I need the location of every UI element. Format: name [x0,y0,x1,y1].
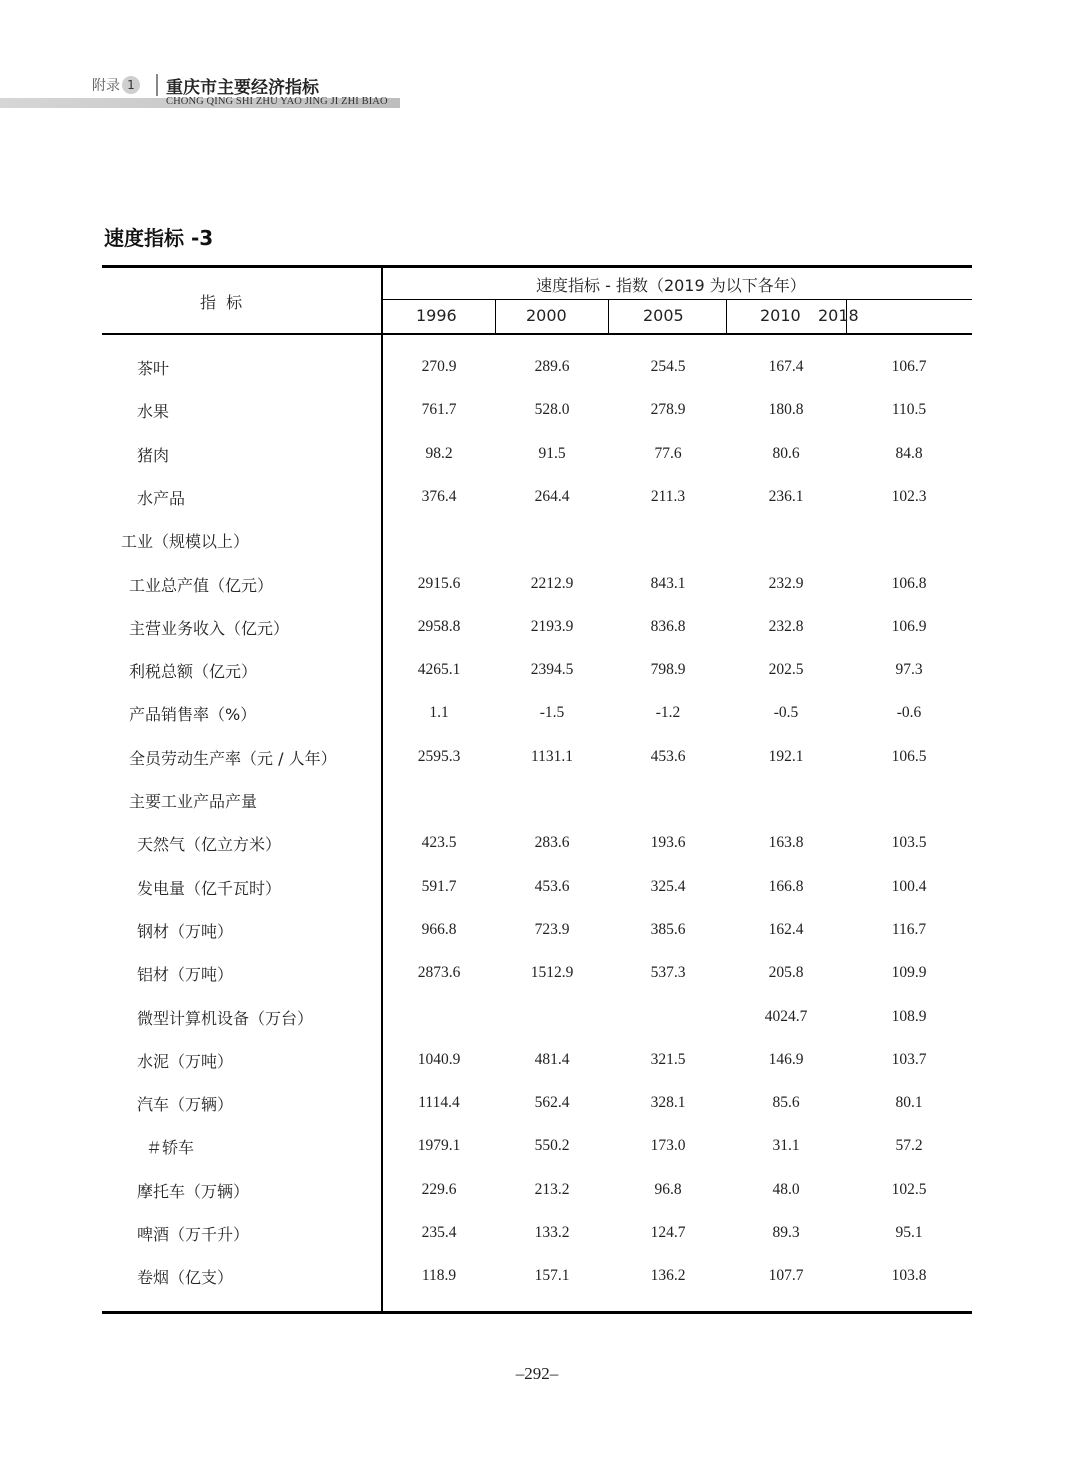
row-value: 110.5 [891,401,927,419]
row-value: 106.5 [891,747,927,765]
row-value: -1.5 [539,704,565,722]
row-label: 汽车（万辆） [137,1095,234,1115]
row-value: 85.6 [772,1094,800,1112]
row-value: 192.1 [768,747,804,765]
row-value: 102.3 [891,487,927,505]
table-row [0,1092,1074,1122]
row-label: 卷烟（亿支） [137,1268,234,1288]
row-value: 48.0 [772,1180,800,1198]
table-row [0,702,1074,732]
table-row [0,832,1074,862]
table-row [0,659,1074,689]
row-value: 562.4 [534,1094,570,1112]
row-value: 205.8 [768,964,804,982]
row-label: 铝材（万吨） [137,965,234,985]
row-value: 229.6 [421,1180,457,1198]
row-value: 173.0 [650,1137,686,1155]
row-value: 236.1 [768,487,804,505]
row-value: 270.9 [421,358,457,375]
row-value: 146.9 [768,1050,804,1068]
page-number: –292– [515,1364,559,1383]
row-value: 325.4 [650,877,686,895]
row-value: 80.1 [895,1094,923,1112]
row-value: 157.1 [534,1267,570,1285]
row-value: 202.5 [768,661,804,679]
row-value: -0.6 [896,704,922,722]
row-value: 95.1 [895,1224,923,1241]
row-label: 啤酒（万千升） [137,1225,250,1244]
row-value: 278.9 [650,401,686,419]
row-value: 1979.1 [417,1137,461,1155]
row-value: 31.1 [772,1137,800,1155]
row-label: 主要工业产品产量 [129,792,258,811]
row-value: 91.5 [538,444,566,462]
table-row [0,962,1074,992]
row-value: 98.2 [425,444,453,462]
row-value: 4024.7 [764,1007,808,1025]
row-value: 843.1 [650,574,686,592]
table-row [0,1135,1074,1165]
row-value: 2212.9 [530,574,574,592]
row-label: 利税总额（亿元） [129,662,258,682]
row-value: 97.3 [895,661,923,679]
row-label: 茶叶 [137,359,170,378]
row-value: 163.8 [768,834,804,852]
header-bottom-rule [102,333,972,335]
row-value: 321.5 [650,1050,686,1068]
row-value: -1.2 [655,704,681,722]
row-value: 107.7 [768,1267,804,1285]
row-label: 水泥（万吨） [137,1051,234,1071]
row-label: 摩托车（万辆） [137,1181,250,1201]
row-value: 453.6 [534,877,570,895]
row-value: 836.8 [650,617,686,635]
row-value: 528.0 [534,401,570,419]
table-row [0,486,1074,516]
row-value: 2915.6 [417,574,461,592]
row-value: 89.3 [772,1224,800,1241]
table-row [0,789,1074,819]
row-value: 118.9 [421,1267,457,1285]
row-value: 2873.6 [417,964,461,982]
row-value: -0.5 [773,704,799,722]
row-label: 猪肉 [137,445,170,465]
row-value: 283.6 [534,834,570,852]
row-value: 167.4 [768,358,804,375]
group-header-rule [382,299,972,300]
row-label: 水果 [137,402,170,422]
appendix-badge [92,74,140,96]
row-value: 162.4 [768,920,804,938]
row-value: 100.4 [891,877,927,895]
row-value: 180.8 [768,401,804,419]
row-label: 发电量（亿千瓦时） [137,878,282,898]
row-value: 385.6 [650,920,686,938]
row-value: 84.8 [895,444,923,462]
section-title: 速度指标 -3 [104,226,214,250]
year-divider [495,299,496,334]
row-value: 2958.8 [417,617,461,635]
year-header: 2005 [643,306,684,325]
row-value: 1512.9 [530,964,574,982]
row-value: 193.6 [650,834,686,852]
row-value: 106.8 [891,574,927,592]
row-value: 166.8 [768,877,804,895]
row-value: 80.6 [772,444,800,462]
table-row [0,919,1074,949]
table-row [0,1179,1074,1209]
table-row [0,529,1074,559]
appendix-badge-label: 附录 [92,78,120,94]
table-row [0,746,1074,776]
row-value: 106.7 [891,358,927,375]
row-label: 钢材（万吨） [137,921,234,941]
table-bottom-rule [102,1311,972,1314]
row-label: ＃轿车 [146,1138,195,1158]
row-value: 761.7 [421,401,457,419]
row-value: 328.1 [650,1094,686,1112]
row-value: 1040.9 [417,1050,461,1068]
row-value: 481.4 [534,1050,570,1068]
row-value: 966.8 [421,920,457,938]
row-value: 798.9 [650,661,686,679]
row-value: 232.8 [768,617,804,635]
row-value: 235.4 [421,1224,457,1241]
row-value: 103.8 [891,1267,927,1285]
appendix-badge-number: 1 [122,76,140,94]
row-value: 376.4 [421,487,457,505]
row-value: 254.5 [650,358,686,375]
row-value: 289.6 [534,358,570,375]
row-value: 96.8 [654,1180,682,1198]
row-value: 133.2 [534,1224,570,1241]
header-separator [156,74,158,96]
row-value: 106.9 [891,617,927,635]
row-value: 109.9 [891,964,927,982]
group-column-header: 速度指标 - 指数（2019 为以下各年） [536,276,806,295]
table-row [0,1222,1074,1252]
table-row [0,399,1074,429]
row-value: 108.9 [891,1007,927,1025]
table-row [0,1265,1074,1295]
row-value: 116.7 [891,920,927,938]
header-subtitle: CHONG QING SHI ZHU YAO JING JI ZHI BIAO [166,96,388,107]
row-label: 工业（规模以上） [121,532,250,552]
row-value: 57.2 [895,1137,923,1155]
year-header: 2000 [526,306,567,325]
row-value: 2595.3 [417,747,461,765]
table-row [0,356,1074,386]
table-row [0,616,1074,646]
year-divider [608,299,609,334]
row-value: 2193.9 [530,617,574,635]
row-label: 水产品 [137,488,186,508]
row-value: 1.1 [429,704,449,722]
table-top-rule [102,265,972,268]
row-value: 537.3 [650,964,686,982]
year-header: 1996 [416,306,457,325]
year-divider [726,299,727,334]
row-value: 2394.5 [530,661,574,679]
row-value: 213.2 [534,1180,570,1198]
indicator-column-header: 指 标 [200,293,243,312]
row-value: 1131.1 [530,747,574,765]
row-value: 77.6 [654,444,682,462]
row-label: 微型计算机设备（万台） [137,1008,314,1028]
row-value: 264.4 [534,487,570,505]
year-header: 2018 [818,306,859,325]
row-label: 主营业务收入（亿元） [129,618,290,638]
year-header: 2010 [760,306,801,325]
row-value: 4265.1 [417,661,461,679]
row-value: 591.7 [421,877,457,895]
row-value: 1114.4 [418,1094,460,1112]
row-value: 550.2 [534,1137,570,1155]
row-value: 103.5 [891,834,927,852]
row-label: 工业总产值（亿元） [129,575,274,595]
row-value: 723.9 [534,920,570,938]
table-row [0,443,1074,473]
row-value: 211.3 [650,487,686,505]
table-row [0,1006,1074,1036]
row-value: 453.6 [650,747,686,765]
table-row [0,573,1074,603]
row-value: 124.7 [650,1224,686,1241]
row-value: 423.5 [421,834,457,852]
row-value: 136.2 [650,1267,686,1285]
row-label: 全员劳动生产率（元 / 人年） [129,748,337,768]
row-label: 天然气（亿立方米） [137,835,282,855]
row-value: 102.5 [891,1180,927,1198]
row-label: 产品销售率（%） [129,705,257,725]
row-value: 103.7 [891,1050,927,1068]
header-title: 重庆市主要经济指标 [166,78,319,98]
table-row [0,876,1074,906]
row-value: 232.9 [768,574,804,592]
table-row [0,1049,1074,1079]
